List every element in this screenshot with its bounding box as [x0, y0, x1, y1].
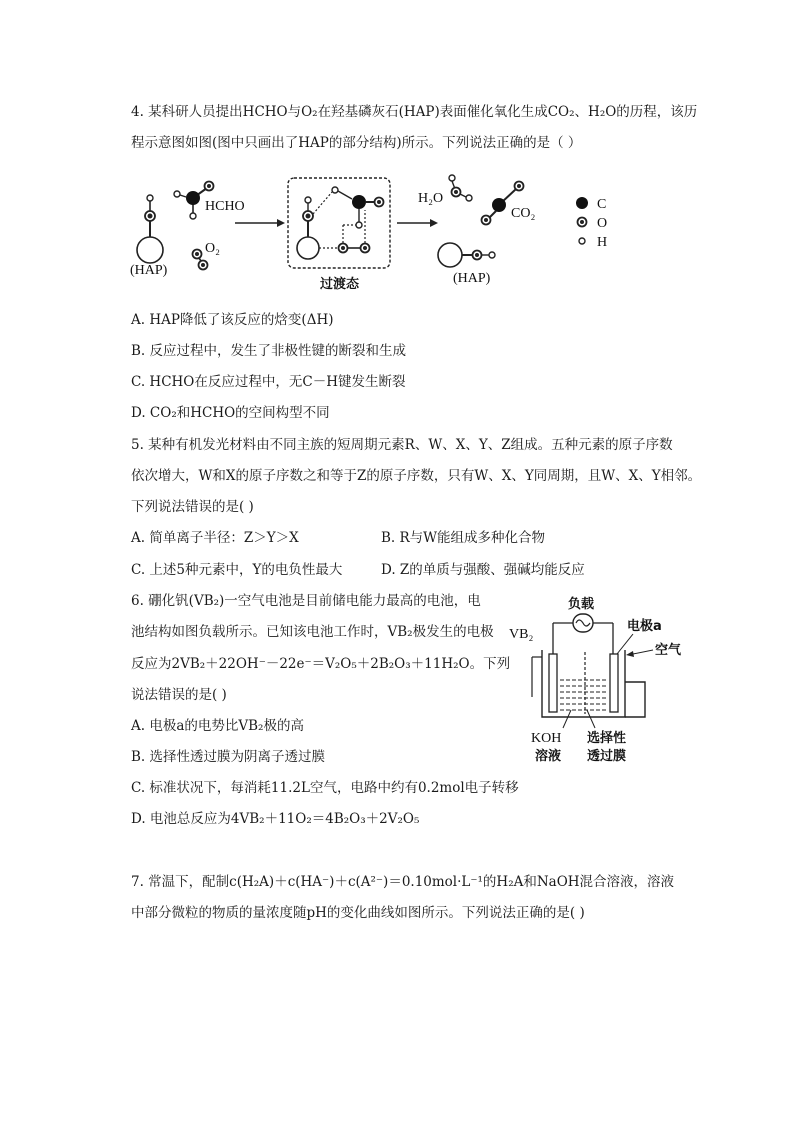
q6-option-d: D. 电池总反应为4VB₂＋11O₂＝4B₂O₃＋2V₂O₅: [131, 811, 420, 827]
q4-option-c: C. HCHO在反应过程中，无C－H键发生断裂: [131, 374, 406, 390]
load-label: 负载: [568, 597, 595, 612]
legend-o: O: [597, 216, 608, 231]
q4-option-b: B. 反应过程中，发生了非极性键的断裂和生成: [131, 343, 407, 359]
ts-carbon: [352, 195, 366, 209]
legend-h: H: [597, 235, 608, 250]
hcho-label: HCHO: [205, 199, 245, 214]
membrane-label-1: 选择性: [587, 731, 627, 746]
legend-c: C: [597, 197, 607, 212]
hap-label-left: (HAP): [130, 263, 168, 278]
q4-option-a: A. HAP降低了该反应的焓变(ΔH): [131, 312, 334, 328]
vb2-electrode: [549, 654, 557, 712]
q6-stem-line4: 说法错误的是( ): [131, 687, 227, 703]
q5-stem-line3: 下列说法错误的是( ): [131, 499, 254, 515]
co2-carbon: [492, 198, 506, 212]
q5-option-c: C. 上述5种元素中，Y的电负性最大: [131, 562, 343, 578]
hcho-carbon: [186, 191, 200, 205]
koh-label: KOH: [531, 731, 562, 746]
q6-option-a: A. 电极a的电势比VB₂极的高: [131, 718, 304, 734]
electrode-a-label: 电极a: [627, 619, 662, 634]
q4-option-d: D. CO₂和HCHO的空间构型不同: [131, 405, 330, 421]
q6-stem-line3: 反应为2VB₂＋22OH⁻－22e⁻＝V₂O₅＋2B₂O₃＋11H₂O。下列: [131, 656, 511, 672]
vb2-label: VB₂: [509, 627, 534, 642]
q4-reaction-diagram: [125, 170, 645, 295]
q4-stem-line2: 程示意图如图(图中只画出了HAP的部分结构)所示。下列说法正确的是（ ）: [131, 135, 582, 151]
transition-state-label: 过渡态: [320, 277, 360, 292]
q6-stem-line2: 池结构如图负载所示。已知该电池工作时，VB₂极发生的电极: [131, 624, 494, 640]
q5-option-a: A. 简单离子半径：Z＞Y＞X: [131, 530, 299, 546]
air-label: 空气: [655, 643, 682, 658]
q5-stem-line2: 依次增大，W和X的原子序数之和等于Z的原子序数，只有W、X、Y同周期，且W、X、Y相邻。: [131, 468, 702, 484]
q6-option-c: C. 标准状况下，每消耗11.2L空气，电路中约有0.2mol电子转移: [131, 780, 519, 796]
hap-label-right: (HAP): [453, 271, 491, 286]
membrane-label-2: 透过膜: [587, 749, 627, 764]
q6-stem-line1: 6. 硼化钒(VB₂)一空气电池是目前储电能力最高的电池，电: [131, 593, 481, 609]
hap-sphere-left: [137, 237, 163, 263]
q5-stem-line1: 5. 某种有机发光材料由不同主族的短周期元素R、W、X、Y、Z组成。五种元素的原子序数: [131, 437, 673, 453]
hap-sphere-right: [438, 243, 462, 267]
o2-label: O₂: [205, 241, 220, 256]
q7-stem-line2: 中部分微粒的物质的量浓度随pH的变化曲线如图所示。下列说法正确的是( ): [131, 905, 585, 921]
solution-label: 溶液: [535, 749, 562, 764]
q6-option-b: B. 选择性透过膜为阴离子透过膜: [131, 749, 326, 765]
q6-battery-diagram: [505, 592, 705, 767]
h-atom: [147, 195, 153, 201]
q5-option-b: B. R与W能组成多种化合物: [381, 530, 546, 546]
electrode-a: [610, 654, 618, 712]
co2-label: CO₂: [511, 206, 536, 221]
q7-stem-line1: 7. 常温下，配制c(H₂A)＋c(HA⁻)＋c(A²⁻)＝0.10mol·L⁻¹的H₂A和NaOH混合溶液，溶液: [131, 874, 675, 890]
q4-stem-line1: 4. 某科研人员提出HCHO与O₂在羟基磷灰石(HAP)表面催化氧化生成CO₂、H₂O的历程，该历: [131, 104, 698, 120]
h2o-label: H₂O: [418, 191, 444, 206]
q5-option-d: D. Z的单质与强酸、强碱均能反应: [381, 562, 585, 578]
